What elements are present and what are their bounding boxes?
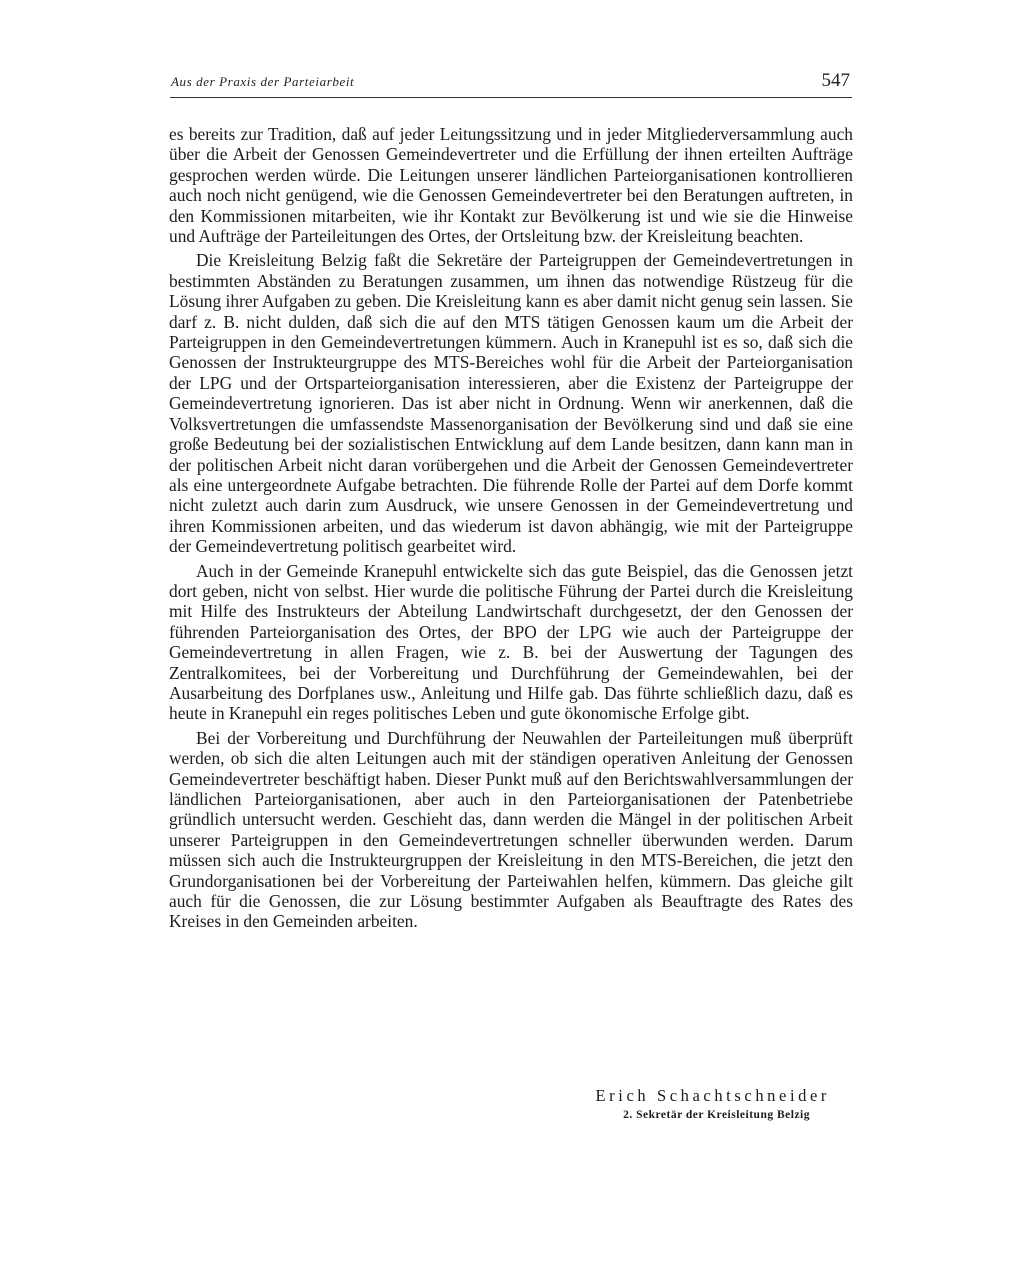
header-rule [170, 97, 852, 98]
paragraph-4: Bei der Vorbereitung und Durchführung der Neuwahlen der Parteileitungen muß überprüft werden, ob sich die alten Leitungen auch mit der ständigen operativen Anleitung der Genossen Gemeindevertreter beschäftigt haben. Dieser Punkt muß auf den Berichtswahlversammlungen der ländlichen Parteiorganisationen, aber auch in den Parteiorganisationen der Patenbetriebe gründlich untersucht werden. Geschieht das, dann werden die Mängel in der politischen Arbeit unserer Parteigruppen in den Gemeindevertretungen schneller überwunden werden. Darum müssen sich auch die Instrukteurgruppen der Kreisleitung in den MTS-Bereichen, die jetzt den Grundorganisationen bei der Vorbereitung der Parteiwahlen helfen, kümmern. Das gleiche gilt auch für die Genossen, die zur Lösung bestimmter Aufgaben als Beauftragte des Rates des Kreises in den Gemeinden arbeiten. [169, 727, 853, 932]
paragraph-1: es bereits zur Tradition, daß auf jeder Leitungssitzung und in jeder Mitgliederversammlung auch über die Arbeit der Genossen Gemeindevertreter und die Erfüllung der ihnen erteilten Aufträge gesprochen werden würde. Die Leitungen unserer ländlichen Parteiorganisationen kontrollieren auch noch nicht genügend, wie die Genossen Gemeindevertreter bei den Beratungen auftreten, in den Kommissionen mitarbeiten, wie ihr Kontakt zur Bevölkerung ist und wie sie die Hinweise und Aufträge der Parteileitungen des Ortes, der Ortsleitung bzw. der Kreisleitung beachten. [169, 124, 853, 247]
article-body [169, 124, 853, 936]
author-signature: Erich Schachtschneider [595, 1086, 830, 1105]
author-title: 2. Sekretär der Kreisleitung Belzig [623, 1109, 810, 1121]
running-title: Aus der Praxis der Parteiarbeit [171, 74, 355, 89]
page-number: 547 [821, 70, 850, 91]
paragraph-2: Die Kreisleitung Belzig faßt die Sekretäre der Parteigruppen der Gemeindevertretungen in bestimmten Abständen zu Beratungen zusammen, um ihnen das notwendige Rüstzeug für die Lösung ihrer Aufgaben zu geben. Die Kreisleitung kann es aber damit nicht genug sein lassen. Sie darf z. B. nicht dulden, daß sich die auf den MTS tätigen Genossen kaum um die Arbeit der Parteigruppen in den Gemeindevertretungen kümmern. Auch in Kranepuhl ist es so, daß sich die Genossen der Instrukteurgruppe des MTS-Bereiches wohl für die Arbeit der Parteiorganisation der LPG und der Ortsparteiorganisation interessieren, aber die Existenz der Parteigruppe der Gemeindevertretung ignorieren. Das ist aber nicht in Ordnung. Wenn wir anerkennen, daß die Volksvertretungen die umfassendste Massenorganisation der Bevölkerung sind und daß sie eine große Bedeutung bei der sozialistischen Entwicklung auf dem Lande besitzen, dann kann man in der politischen Arbeit nicht daran vorübergehen und die Arbeit der Genossen Gemeindevertreter als eine untergeordnete Aufgabe betrachten. Die führende Rolle der Partei auf dem Dorfe kommt nicht zuletzt auch darin zum Ausdruck, wie unsere Genossen in der Gemeindevertretung und ihren Kommissionen arbeiten, und das wiederum ist davon abhängig, wie mit der Parteigruppe der Gemeindevertretung politisch gearbeitet wird. [169, 250, 853, 557]
paragraph-3: Auch in der Gemeinde Kranepuhl entwickelte sich das gute Beispiel, das die Genossen jetzt dort geben, nicht von selbst. Hier wurde die politische Führung der Partei durch die Kreisleitung mit Hilfe des Instrukteurs der Abteilung Landwirtschaft durchgesetzt, der den Genossen der führenden Parteiorganisation des Ortes, der BPO der LPG wie auch der Parteigruppe der Gemeindevertretung in allen Fragen, wie z. B. bei der Auswertung der Tagungen des Zentralkomitees, bei der Vorbereitung und Durchführung der Gemeindewahlen, bei der Ausarbeitung des Dorfplanes usw., Anleitung und Hilfe gab. Das führte schließlich dazu, daß es heute in Kranepuhl ein reges politisches Leben und gute ökonomische Erfolge gibt. [169, 560, 853, 724]
